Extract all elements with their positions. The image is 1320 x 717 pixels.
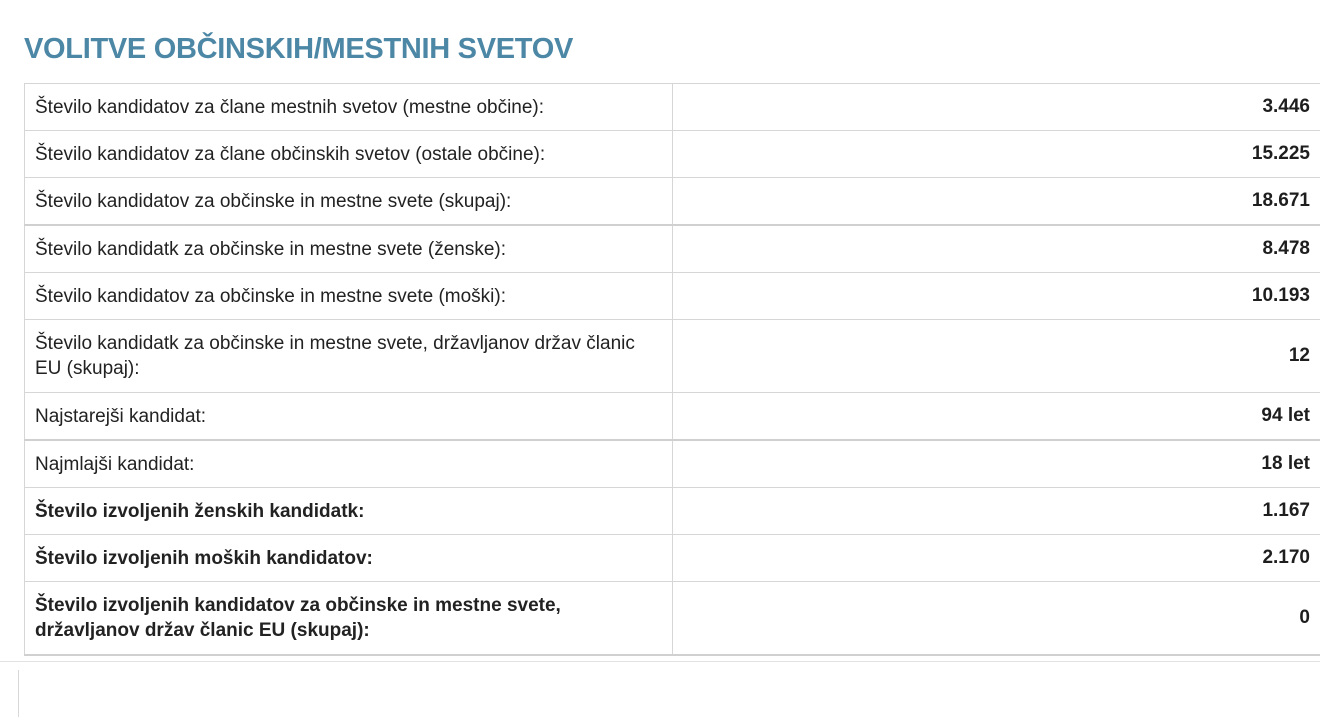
footer-divider: [0, 661, 1320, 662]
row-value: 18.671: [673, 178, 1320, 226]
row-label: Najstarejši kandidat:: [25, 393, 673, 441]
row-value: 10.193: [673, 273, 1320, 320]
table-row: [25, 225, 1320, 273]
footer-column-divider: [18, 670, 19, 717]
table-row: [25, 488, 1320, 535]
row-value: 0: [673, 582, 1320, 656]
statistics-table: [24, 83, 1320, 656]
row-label: Število kandidatov za občinske in mestne svete (skupaj):: [25, 178, 673, 226]
table-row: [25, 440, 1320, 488]
row-label: Število izvoljenih moških kandidatov:: [25, 535, 673, 582]
row-value: 94 let: [673, 393, 1320, 441]
row-value: 8.478: [673, 225, 1320, 273]
row-label: Število kandidatov za člane mestnih svetov (mestne občine):: [25, 84, 673, 131]
row-value: 1.167: [673, 488, 1320, 535]
row-value: 12: [673, 320, 1320, 393]
table-row: [25, 393, 1320, 441]
table-row: [25, 273, 1320, 320]
table-row: [25, 178, 1320, 226]
table-row: [25, 84, 1320, 131]
table-row: [25, 582, 1320, 656]
row-label: Število kandidatk za občinske in mestne svete (ženske):: [25, 225, 673, 273]
row-label: Število izvoljenih ženskih kandidatk:: [25, 488, 673, 535]
row-label: Število kandidatov za občinske in mestne svete (moški):: [25, 273, 673, 320]
row-value: 3.446: [673, 84, 1320, 131]
row-value: 15.225: [673, 131, 1320, 178]
table-row: [25, 320, 1320, 393]
section-title: VOLITVE OBČINSKIH/MESTNIH SVETOV: [24, 33, 573, 65]
row-value: 2.170: [673, 535, 1320, 582]
row-label: Najmlajši kandidat:: [25, 440, 673, 488]
row-label: Število kandidatov za člane občinskih svetov (ostale občine):: [25, 131, 673, 178]
row-value: 18 let: [673, 440, 1320, 488]
table-row: [25, 535, 1320, 582]
row-label: Število kandidatk za občinske in mestne svete, državljanov držav članic EU (skupaj):: [25, 320, 673, 393]
table-row: [25, 131, 1320, 178]
row-label: Število izvoljenih kandidatov za občinske in mestne svete, državljanov držav članic EU (skupaj):: [25, 582, 673, 656]
